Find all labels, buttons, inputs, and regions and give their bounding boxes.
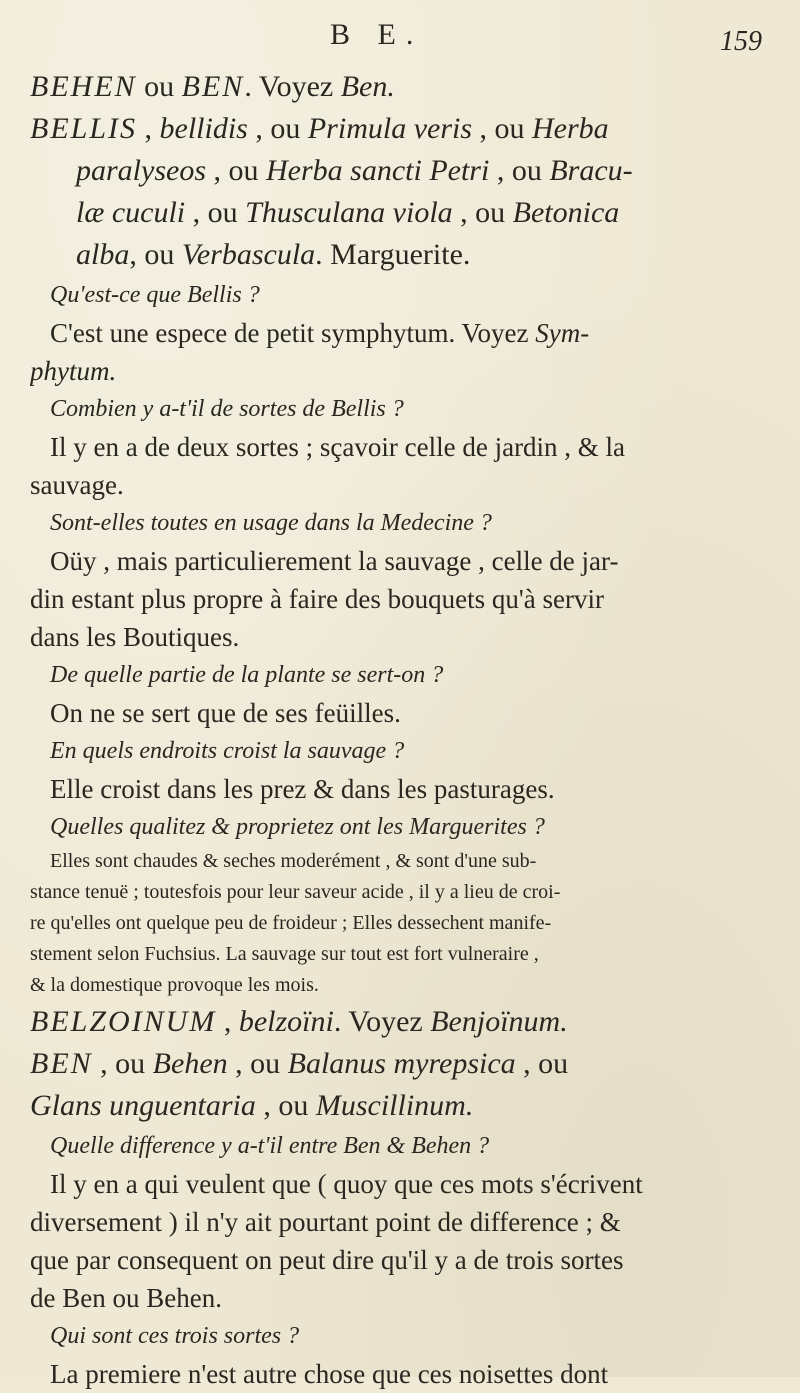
text-italic: belzoïni [238, 1005, 334, 1038]
text-run: . Voyez [333, 1005, 431, 1038]
answer-line: La premiere n'est autre chose que ces noisettes dont [50, 1359, 609, 1389]
cross-reference: Benjoïnum. [430, 1005, 568, 1038]
text-line [30, 66, 770, 108]
headword: BEHEN [30, 70, 137, 103]
text-italic: bellidis [159, 112, 248, 145]
running-head: B E. [330, 18, 424, 51]
text-italic: Bracu- [549, 154, 633, 187]
answer-line: stement selon Fuchsius. La sauvage sur tout est fort vulneraire , [30, 943, 539, 965]
text-run: , ou [206, 154, 266, 187]
headword: BEN [30, 1047, 93, 1080]
text-italic: Thusculana viola [245, 196, 453, 229]
answer-line: & la domestique provoque les mois. [30, 974, 319, 996]
page-text [30, 66, 770, 1393]
answer-line: On ne se sert que de ses feüilles. [50, 698, 401, 728]
text-italic: Herba [532, 112, 609, 145]
answer-line: din estant plus propre à faire des bouquets qu'à servir [30, 584, 604, 614]
answer-line: Il y en a qui veulent que ( quoy que ces mots s'écrivent [50, 1169, 643, 1199]
text-run: , ou [129, 238, 182, 271]
question: De quelle partie de la plante se sert-on ? [50, 662, 444, 688]
answer-line: que par consequent on peut dire qu'il y a de trois sortes [30, 1245, 624, 1275]
text-run: , ou [247, 112, 308, 145]
answer-line: Il y en a de deux sortes ; sçavoir celle de jardin , & la [50, 432, 626, 462]
answer-line: stance tenuë ; toutesfois pour leur saveur acide , il y a lieu de croi- [30, 881, 561, 903]
text-run: , ou [255, 1089, 316, 1122]
text-italic: læ cuculi [76, 196, 186, 229]
text-run: C'est une espece de petit symphytum. Voyez [50, 318, 536, 348]
question: Qu'est-ce que Bellis ? [50, 282, 260, 308]
text-line [30, 192, 770, 234]
question: Sont-elles toutes en usage dans la Medecine ? [50, 510, 492, 536]
answer-line: de Ben ou Behen. [30, 1283, 222, 1313]
text-italic: Betonica [512, 196, 620, 229]
answer-line: diversement ) il n'y ait pourtant point de difference ; & [30, 1207, 621, 1237]
text-line [30, 150, 770, 192]
entry-belzoinum [30, 1001, 770, 1043]
text-run: , ou [489, 154, 550, 187]
text-italic: Herba sancti Petri [266, 154, 490, 187]
answer-line: phytum. [30, 356, 117, 386]
answer-line: dans les Boutiques. [30, 622, 240, 652]
answer-line: sauvage. [30, 470, 124, 500]
question: En quels endroits croist la sauvage ? [50, 738, 405, 764]
answer-line: re qu'elles ont quelque peu de froideur ; Elles dessechent manife- [30, 912, 552, 934]
headword: BELLIS [30, 112, 138, 145]
text-italic: Primula veris [307, 112, 473, 145]
text-line [30, 1085, 770, 1127]
text-run: ou [136, 70, 182, 103]
text-italic: alba [76, 238, 130, 271]
entry-bellis [30, 108, 770, 276]
page-header [0, 14, 800, 58]
headword: BEN [181, 70, 245, 103]
text-run: , ou [472, 112, 533, 145]
text-run: , ou [452, 196, 513, 229]
text-run: , ou [227, 1047, 288, 1080]
question: Quelles qualitez & proprietez ont les Marguerites ? [50, 814, 545, 840]
text-run: . Voyez [244, 70, 341, 103]
question: Quelle difference y a-t'il entre Ben & Behen ? [50, 1133, 490, 1159]
page-number: 159 [720, 26, 762, 57]
text-italic: Muscillinum. [315, 1089, 474, 1122]
text-line [30, 1001, 770, 1043]
text-run: . Marguerite. [315, 238, 471, 271]
text-italic: Balanus myrepsica [287, 1047, 516, 1080]
answer-line: Oüy , mais particulierement la sauvage , celle de jar- [50, 546, 619, 576]
cross-reference: Sym- [535, 318, 590, 348]
text-italic: Verbascula [181, 238, 316, 271]
entry-behen [30, 66, 770, 108]
text-run: , ou [185, 196, 246, 229]
answer-line: Elle croist dans les prez & dans les pasturages. [50, 774, 555, 804]
text-italic: Behen [152, 1047, 228, 1080]
text-italic: Glans unguentaria [30, 1089, 256, 1122]
text-run: , ou [515, 1047, 569, 1080]
text-line [30, 234, 770, 276]
question: Combien y a-t'il de sortes de Bellis ? [50, 396, 404, 422]
answer-line [30, 314, 770, 352]
text-run: , [137, 112, 160, 145]
text-run: , [216, 1005, 239, 1038]
text-line [30, 1043, 770, 1085]
answer-line: Elles sont chaudes & seches moderément , & sont d'une sub- [50, 850, 537, 872]
question: Qui sont ces trois sortes ? [50, 1323, 300, 1349]
cross-reference: Ben. [340, 70, 395, 103]
text-run: , ou [92, 1047, 153, 1080]
text-line [30, 108, 770, 150]
headword: BELZOINUM [30, 1005, 217, 1038]
entry-ben [30, 1043, 770, 1127]
text-italic: paralyseos [76, 154, 206, 187]
